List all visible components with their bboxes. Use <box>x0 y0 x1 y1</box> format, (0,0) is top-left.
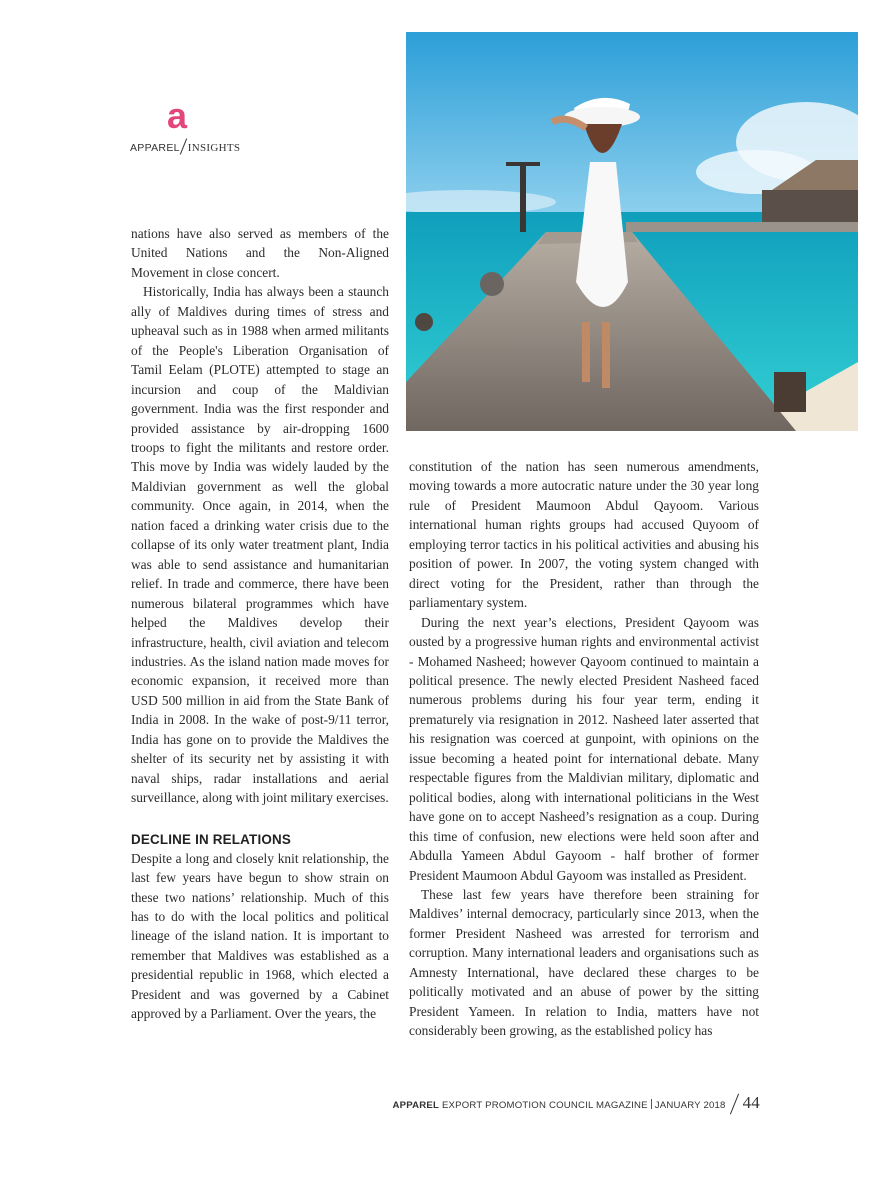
logo-word-insights: INSIGHTS <box>187 142 241 154</box>
footer-slash <box>730 1094 739 1115</box>
page-footer <box>393 1093 760 1113</box>
footer-separator <box>651 1099 652 1109</box>
logo-slash <box>180 138 187 154</box>
logo-mark: a <box>167 95 188 136</box>
logo-word-apparel: APPAREL <box>130 142 180 154</box>
right-paragraph-1: constitution of the nation has seen numerous amendments, moving towards a more autocratic nature under the 30 year long rule of President Maumoon Abdul Qayoom. Various international human rights groups had accused Quyoom of employing terror tactics in his political activities and abusing his position of power. In 2007, the voting system changed with direct voting for the President, rather than through the parliamentary system. <box>409 459 759 611</box>
right-paragraph-2: During the next year’s elections, President Qayoom was ousted by a progressive human rights and environmental activist - Mohamed Nasheed; however Qayoom continued to maintain a political presence. The newly elected President Nasheed faced numerous problems during his four year term, ending it prematurely via resignation in 2012. Nasheed later asserted that his resignation was coerced at gunpoint, with opinions on the issue becoming a heated point for international debate. Many respectable figures from the Maldivian military, diplomatic and political bodies, along with international politicians in the West have gone on to accept Nasheed’s resignation as a coup. During this time of confusion, new elections were held soon after and Abdulla Yameen Abdul Gayoom - half brother of former President Maumoon Abdul Gayoom was installed as President. <box>409 614 759 883</box>
footer-issue: JANUARY 2018 <box>654 1100 726 1111</box>
left-column <box>131 224 389 1024</box>
logo-wordmark <box>130 138 240 154</box>
right-paragraph-3: These last few years have therefore been straining for Maldives’ internal democracy, particularly since 2013, when the former President Nasheed was arrested for terrorism and corruption. Many international leaders and organisations such as Amnesty International, have declared these charges to be politically motivated and an abuse of power by the sitting President Yameen. In relation to India, matters have not considerably been growing, as the established policy has <box>409 886 759 1039</box>
footer-magazine: EXPORT PROMOTION COUNCIL MAGAZINE <box>441 1100 648 1111</box>
left-paragraph-2: Historically, India has always been a staunch ally of Maldives during times of stress and upheaval such as in 1988 when armed militants of the People's Liberation Organisation of Tamil Eelam (PLOTE) attempted to stage an incursion and coup of the Maldivian government. India was the first responder and provided assistance by air-dropping 1600 troops to fight the militants and restore order. This move by India was widely lauded by the Maldivian government as well the global community. Once again, in 2014, when the nation faced a drinking water crisis due to the collapse of its only water treatment plant, India was able to send assistance and humanitarian relief. In trade and commerce, there have been numerous bilateral programmes which have helped the Maldives develop their infrastructure, health, civil aviation and telecom industries. As the island nation made moves for economic expansion, it received more than USD 500 million in aid from the State Bank of India in 2008. In the wake of post-9/11 terror, India has gone on to provide the Maldives the shelter of its security net by assisting it with naval ships, radar installations and aerial surveillance, along with joint military exercises. <box>131 284 389 806</box>
left-paragraph-3: Despite a long and closely knit relationship, the last few years have begun to show strain on these two nations’ relationship. Much of this has to do with the local politics and political lineage of the island nation. It is important to remember that Maldives was established as a presidential republic in 1968, which elected a President and was governed by a Cabinet approved by a Parliament. Over the years, the <box>131 850 389 1022</box>
footer-brand: APPAREL <box>392 1100 440 1111</box>
beach-pier-photo <box>406 32 858 431</box>
section-heading: DECLINE IN RELATIONS <box>131 831 291 847</box>
page-number: 44 <box>742 1093 760 1112</box>
photo-illustration <box>406 32 858 431</box>
right-column <box>409 457 759 1041</box>
magazine-logo <box>130 95 260 156</box>
left-paragraph-1: nations have also served as members of the United Nations and the Non-Aligned Movement in close concert. <box>131 226 389 280</box>
